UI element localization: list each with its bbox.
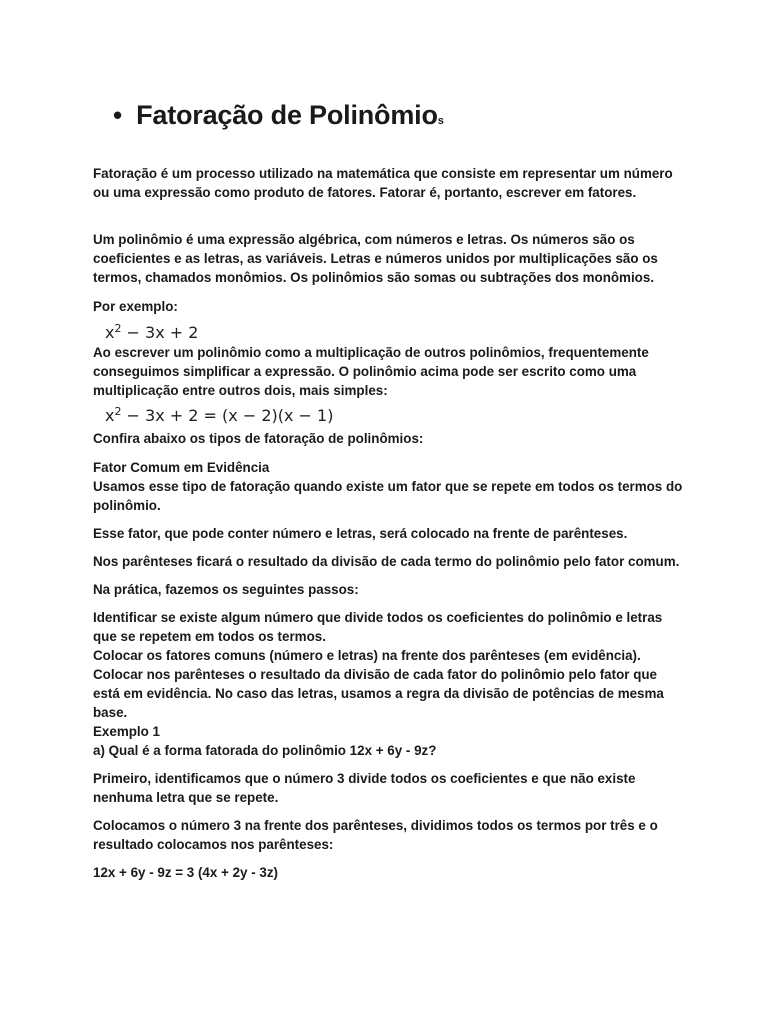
heading	[113, 100, 444, 131]
paragraph-second-step: Colocamos o número 3 na frente dos parênteses, dividimos todos os termos por três e o resultado colocamos nos parênteses:	[93, 818, 658, 852]
eq1-rest: − 3x + 2	[121, 323, 199, 342]
step-2: Colocar os fatores comuns (número e letras) na frente dos parênteses (em evidência).	[93, 648, 641, 663]
eq1-exponent: 2	[114, 322, 122, 335]
paragraph-parenteses: Nos parênteses ficará o resultado da divisão de cada termo do polinômio pelo fator comum.	[93, 554, 680, 569]
page-title-tail: s	[437, 115, 444, 127]
paragraph-example-label: Por exemplo:	[93, 299, 178, 314]
example-result: 12x + 6y - 9z = 3 (4x + 2y - 3z)	[93, 865, 278, 880]
step-1: Identificar se existe algum número que divide todos os coeficientes do polinômio e letras que se repetem em todos os termos.	[93, 610, 663, 644]
bullet-icon: •	[113, 100, 123, 130]
paragraph-polinomio: Um polinômio é uma expressão algébrica, com números e letras. Os números são os coeficientes e as letras, as variáveis. Letras e números unidos por multiplicações são os termos, chamados monômios. Os polinômios são somas ou subtrações dos monômios.	[93, 232, 658, 285]
document-body	[93, 164, 685, 882]
step-3: Colocar nos parênteses o resultado da divisão de cada fator do polinômio pelo fator que está em evidência. No caso das letras, usamos a regra da divisão de potências de mesma base.	[93, 667, 664, 720]
eq2-exponent: 2	[114, 405, 122, 418]
math-equation-2	[93, 401, 685, 423]
paragraph-fator-front: Esse fator, que pode conter número e letras, será colocado na frente de parênteses.	[93, 526, 628, 541]
paragraph-steps-intro: Na prática, fazemos os seguintes passos:	[93, 582, 359, 597]
paragraph-types-intro: Confira abaixo os tipos de fatoração de polinômios:	[93, 431, 424, 446]
eq1-base: x	[105, 323, 115, 342]
paragraph-definition: Fatoração é um processo utilizado na matemática que consiste em representar um número ou uma expressão como produto de fatores. Fatorar é, portanto, escrever em fatores.	[93, 166, 673, 200]
page-title-text: Fatoração de Polinômio	[136, 100, 438, 130]
page-title	[136, 100, 444, 131]
paragraph-fator-usage: Usamos esse tipo de fatoração quando existe um fator que se repete em todos os termos do polinômio.	[93, 479, 683, 513]
example-heading: Exemplo 1	[93, 724, 160, 739]
math-equation-1	[93, 318, 685, 340]
eq2-rest: − 3x + 2 = (x − 2)(x − 1)	[121, 406, 334, 425]
section-heading-fator-comum: Fator Comum em Evidência	[93, 460, 270, 475]
example-question: a) Qual é a forma fatorada do polinômio 12x + 6y - 9z?	[93, 743, 437, 758]
paragraph-factor-intro: Ao escrever um polinômio como a multiplicação de outros polinômios, frequentemente conseguimos simplificar a expressão. O polinômio acima pode ser escrito como uma multiplicação entre outros dois, mais simples:	[93, 345, 649, 398]
eq2-base: x	[105, 406, 115, 425]
paragraph-first-step: Primeiro, identificamos que o número 3 divide todos os coeficientes e que não existe nenhuma letra que se repete.	[93, 771, 636, 805]
